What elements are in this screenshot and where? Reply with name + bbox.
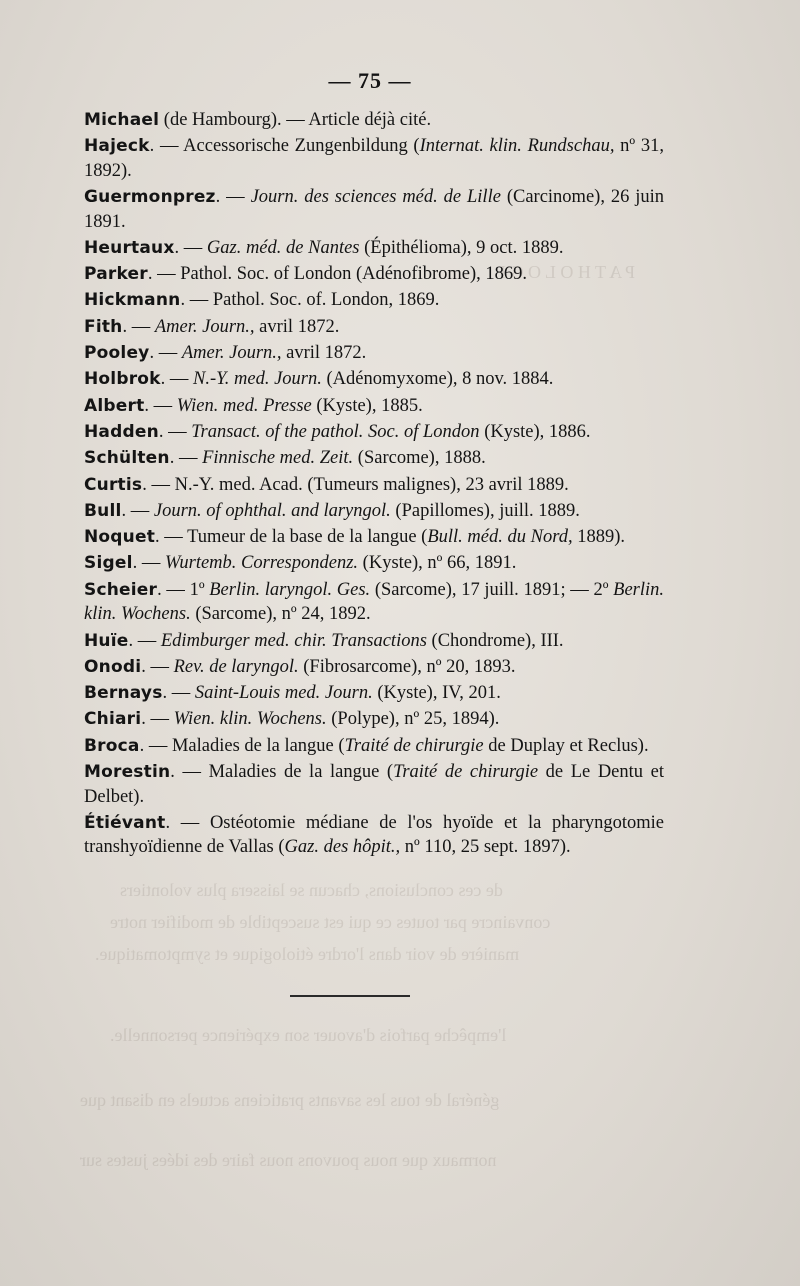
bleed-through: l'empêche parfois d'avouer son expérience personnelle. — [110, 1025, 507, 1045]
entry-author: Michael — [84, 110, 160, 130]
entry-tail: (Sarcome), 17 juill. 1891; — 2º — [370, 579, 614, 600]
section-divider — [290, 995, 410, 997]
entry-journal: Gaz. des hôpit., — [284, 837, 401, 858]
entry-author: Broca — [84, 735, 140, 756]
bibliography-entry — [84, 446, 664, 471]
entry-text: . — — [144, 395, 177, 416]
entry-text: . — 1º — [157, 579, 210, 600]
entry-journal: Rev. de laryngol. — [173, 656, 299, 677]
entry-journal: Bull. méd. du Nord, — [427, 527, 573, 548]
bibliography-entry — [84, 707, 664, 732]
entry-text: . — — [141, 656, 174, 677]
entry-text: . — Pathol. Soc. of. London, 1869. — [180, 290, 440, 311]
entry-text: . — — [174, 237, 207, 258]
entry-tail: de Duplay et Reclus). — [483, 735, 649, 756]
entry-tail: (Kyste), 1886. — [479, 421, 591, 442]
entry-tail: avril 1872. — [254, 316, 340, 337]
entry-journal: Finnische med. Zeit. — [202, 448, 354, 469]
entry-author: Chiari — [84, 709, 142, 730]
entry-journal: Berlin. klin. Wochens. — [84, 579, 665, 625]
entry-author: Holbrok — [84, 369, 161, 390]
entry-tail: de Le Dentu et Delbet). — [84, 762, 664, 807]
entry-journal: Edimburger med. chir. Transactions — [160, 630, 427, 651]
bibliography-entry — [84, 185, 664, 234]
bibliography-entry — [84, 525, 664, 550]
entry-author: Onodi — [84, 656, 142, 677]
entry-journal: N.-Y. med. Journ. — [193, 369, 322, 390]
entry-tail: (Polype), nº 25, 1894). — [326, 709, 500, 730]
entry-author: Fith — [84, 316, 123, 337]
entry-author: Morestin — [84, 762, 171, 783]
entry-text: . — Pathol. Soc. of London (Adénofibrome), 1869. — [147, 264, 528, 285]
entry-journal: Wien. med. Presse — [176, 395, 312, 416]
entry-journal: Amer. Journ., — [154, 316, 255, 337]
bibliography-entry — [84, 629, 664, 654]
entry-journal: Wurtemb. Correspondenz. — [164, 553, 359, 574]
entry-text: . — Maladies de la langue ( — [170, 762, 394, 783]
entry-journal: Transact. of the pathol. Soc. of London — [191, 421, 480, 442]
entry-author: Guermonprez — [84, 187, 216, 208]
bleed-through: P A T H O L O G I — [500, 262, 636, 282]
entry-text: . — — [132, 553, 165, 574]
entry-author: Noquet — [84, 527, 156, 548]
entry-text: . — — [128, 630, 161, 651]
entry-text: . — — [160, 369, 194, 390]
entry-tail: 1889). — [572, 527, 626, 548]
bibliography-entry — [84, 420, 664, 445]
entry-text: . — — [149, 343, 182, 364]
entry-tail: (Kyste), 1885. — [311, 395, 423, 416]
entry-journal: Traité de chirurgie — [393, 762, 539, 783]
bleed-through: de ces conclusions, chacun se laissera plus volontiers — [120, 880, 503, 900]
entry-text: . — Tumeur de la base de la langue ( — [155, 527, 428, 548]
bibliography-entry — [84, 760, 664, 809]
bibliography-entry — [84, 499, 664, 524]
entry-tail: (Fibrosarcome), nº 20, 1893. — [298, 656, 516, 677]
entry-author: Hajeck — [84, 136, 150, 157]
bibliography-entry — [84, 134, 664, 183]
bibliography-entry — [84, 811, 664, 860]
entry-tail: nº 110, 25 sept. 1897). — [400, 837, 571, 858]
page-number: — 75 — — [328, 68, 412, 93]
entry-author: Sigel — [84, 553, 133, 574]
entry-journal: Gaz. méd. de Nantes — [206, 237, 360, 258]
entry-author: Bull — [84, 500, 122, 521]
entry-text: . — Maladies de la langue ( — [139, 735, 345, 756]
entry-tail: (Sarcome), 1888. — [353, 448, 486, 469]
bleed-through: manière de voir dans l'ordre étiologique et symptomatique. — [95, 944, 520, 964]
bibliography-entry — [84, 108, 664, 133]
entry-tail: avril 1872. — [281, 343, 367, 364]
bibliography-entry — [84, 578, 664, 627]
entry-author: Curtis — [84, 474, 143, 495]
entry-text: . — — [215, 187, 251, 208]
entry-journal: Journ. of ophthal. and laryngol. — [153, 500, 391, 521]
bibliography-entry — [84, 734, 664, 759]
entry-text: . — — [158, 421, 192, 442]
entry-tail: (Adénomyxome), 8 nov. 1884. — [321, 369, 554, 390]
entry-author: Huïe — [84, 630, 129, 651]
bibliography-entry — [84, 341, 664, 366]
bibliography-entry — [84, 681, 664, 706]
entry-author: Schülten — [84, 448, 170, 469]
bibliography-entry — [84, 551, 664, 576]
entry-journal: Saint-Louis med. Journ. — [194, 683, 373, 704]
entry-journal: Berlin. laryngol. Ges. — [209, 579, 371, 600]
entry-tail: (Épithélioma), 9 oct. 1889. — [359, 237, 564, 258]
bibliography-entry — [84, 262, 664, 287]
entry-author: Hadden — [84, 421, 159, 442]
bibliography-entry — [84, 236, 664, 261]
entry-author: Heurtaux — [84, 237, 175, 258]
entry-journal: Journ. des sciences méd. de Lille — [250, 187, 501, 208]
bleed-through: normaux que nous pouvons nous faire des idées justes sur — [80, 1150, 497, 1170]
entry-tail: (Kyste), nº 66, 1891. — [358, 553, 517, 574]
bleed-through: convaincre par toutes ce qui est susceptible de modifier notre — [110, 912, 551, 932]
entry-text: . — — [122, 316, 155, 337]
bibliography-entry — [84, 394, 664, 419]
bibliography-entry — [84, 315, 664, 340]
entry-text: . — Ostéotomie médiane de l'os hyoïde et la pharyngotomie transhyoïdienne de Vallas ( — [84, 812, 664, 858]
entry-text: . — — [141, 709, 174, 730]
entry-author: Scheier — [84, 579, 158, 600]
entry-journal: Traité de chirurgie — [344, 735, 484, 756]
entry-tail: (Carcinome), 26 juin 1891. — [84, 187, 664, 232]
entry-tail: (Kyste), IV, 201. — [372, 683, 501, 704]
entry-tail: (Papillomes), juill. 1889. — [390, 500, 580, 521]
bleed-through: général de tous les savants praticiens actuels en disant que — [80, 1090, 500, 1110]
entry-text: (de Hambourg). — Article déjà cité. — [159, 110, 432, 130]
entry-author: Parker — [84, 264, 148, 285]
bibliography-entry — [84, 367, 664, 392]
entry-author: Bernays — [84, 683, 163, 704]
bibliography-entry — [84, 655, 664, 680]
entry-author: Hickmann — [84, 290, 181, 311]
entry-author: Albert — [84, 395, 145, 416]
bibliography-list — [84, 108, 664, 862]
entry-text: . — — [169, 448, 203, 469]
entry-text: . — — [121, 500, 154, 521]
entry-author: Étiévant — [84, 812, 166, 833]
entry-text: . — N.-Y. med. Acad. (Tumeurs malignes), 23 avril 1889. — [142, 474, 569, 495]
entry-author: Pooley — [84, 343, 150, 364]
entry-journal: Internat. klin. Rundschau, — [419, 136, 615, 157]
entry-text: . — — [162, 683, 195, 704]
entry-text: . — Accessorische Zungenbildung ( — [149, 136, 420, 157]
entry-tail: nº 31, 1892). — [84, 136, 664, 181]
bibliography-entry — [84, 288, 664, 313]
entry-journal: Amer. Journ., — [181, 343, 282, 364]
entry-tail: (Chondrome), III. — [426, 630, 564, 651]
entry-tail: (Sarcome), nº 24, 1892. — [190, 604, 371, 625]
bibliography-entry — [84, 473, 664, 498]
entry-journal: Wien. klin. Wochens. — [173, 709, 327, 730]
